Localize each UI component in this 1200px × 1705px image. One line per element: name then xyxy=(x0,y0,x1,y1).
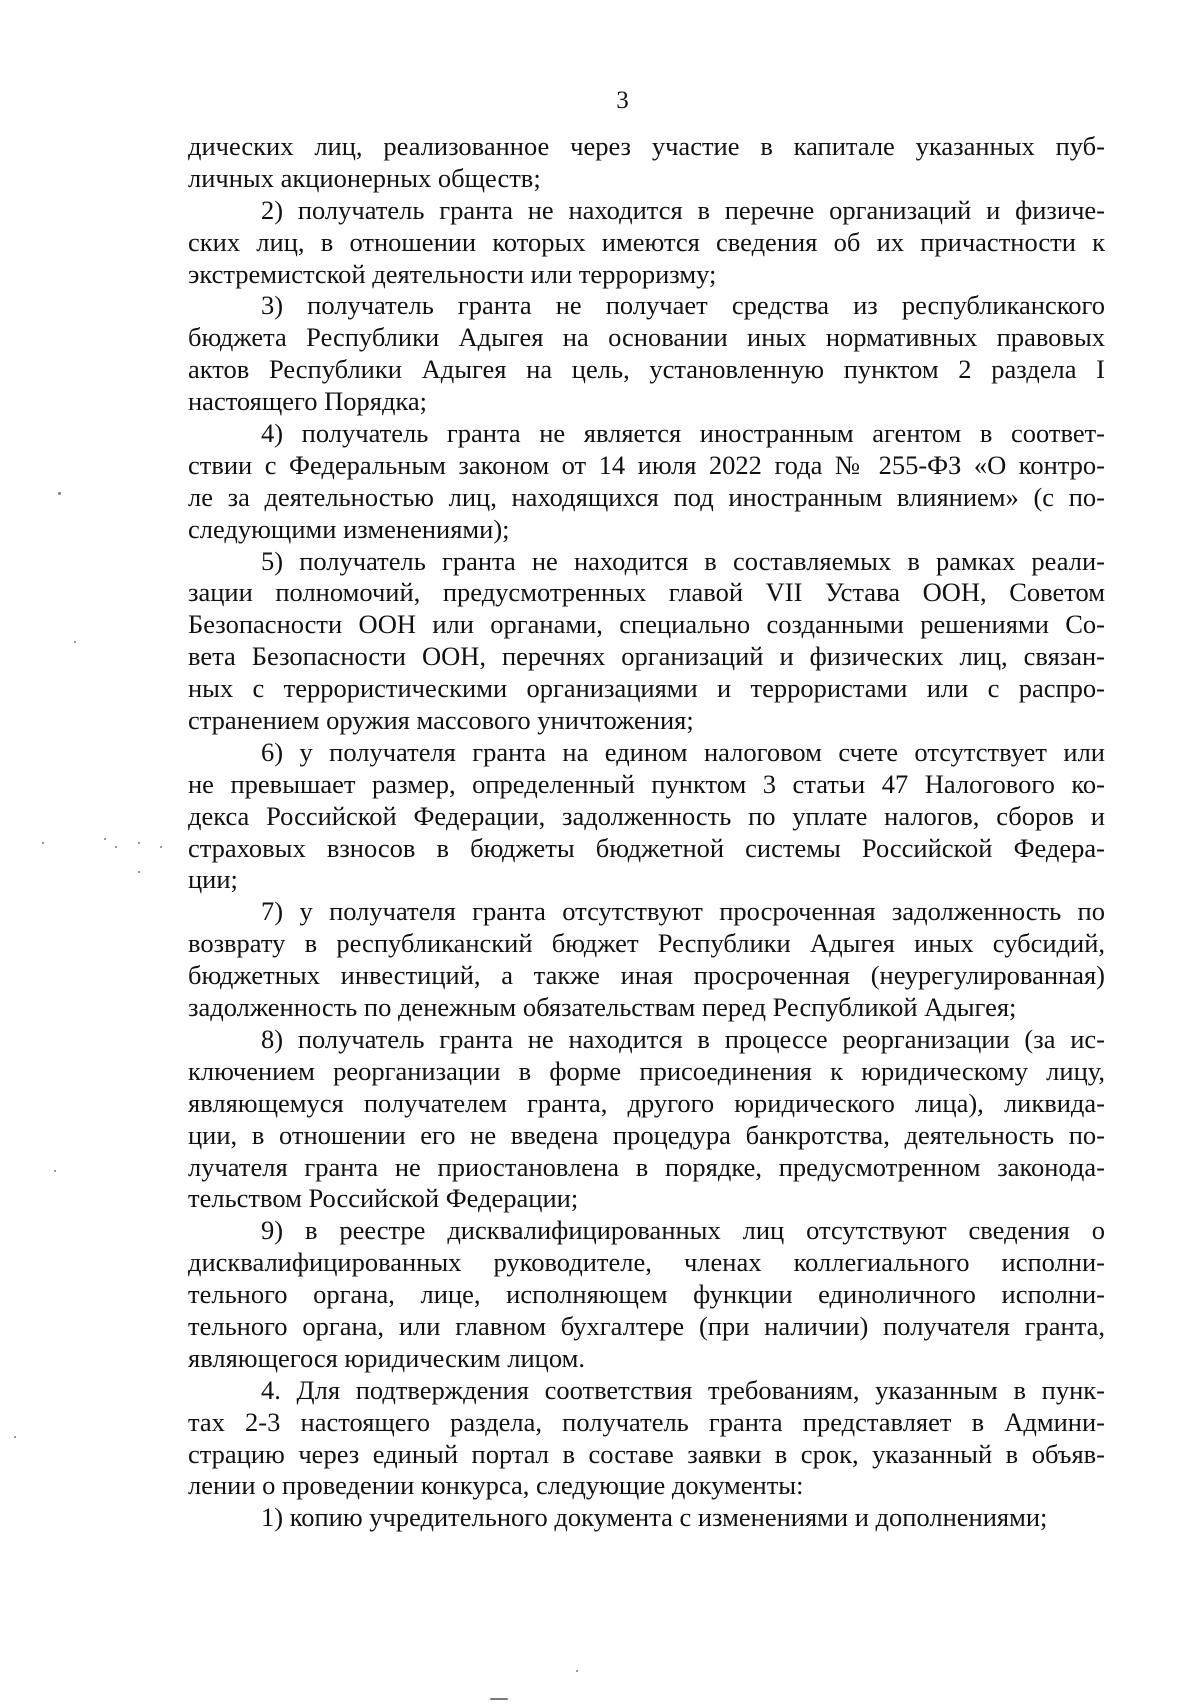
text-line: 2) получатель гранта не находится в перечне организаций и физиче- xyxy=(261,194,1105,225)
text-line: тельного органа, или главном бухгалтере (при наличии) получателя гранта, xyxy=(188,1310,1105,1341)
scan-speck xyxy=(115,846,117,848)
text-line: ствии с Федеральным законом от 14 июля 2022 года № 255-ФЗ «О контро- xyxy=(188,449,1105,480)
page-number: 3 xyxy=(616,87,629,114)
text-line: странением оружия массового уничтожения; xyxy=(188,705,694,736)
text-line: ключением реорганизации в форме присоединения к юридическому лицу, xyxy=(188,1055,1105,1086)
text-line: не превышает размер, определенный пунктом 3 статьи 47 Налогового ко- xyxy=(188,768,1105,799)
scan-speck xyxy=(74,641,76,643)
text-line: являющегося юридическим лицом. xyxy=(188,1342,586,1373)
text-line: 5) получатель гранта не находится в составляемых в рамках реали- xyxy=(261,545,1105,576)
scan-speck xyxy=(138,842,140,844)
text-line: 8) получатель гранта не находится в процессе реорганизации (за ис- xyxy=(261,1023,1105,1054)
scan-speck xyxy=(104,838,106,840)
scan-speck xyxy=(160,846,162,848)
text-line: настоящего Порядка; xyxy=(188,386,428,417)
scan-speck xyxy=(576,1670,578,1672)
scan-speck xyxy=(490,1698,508,1700)
text-line: 6) у получателя гранта на едином налоговом счете отсутствует или xyxy=(261,736,1105,767)
text-line: являющемуся получателем гранта, другого юридического лица), ликвида- xyxy=(188,1087,1105,1118)
text-line: дических лиц, реализованное через участие в капитале указанных пуб- xyxy=(188,131,1105,161)
text-line: личных акционерных обществ; xyxy=(188,162,541,193)
text-line: Безопасности ООН или органами, специально созданными решениями Со- xyxy=(188,609,1105,640)
text-line: тельного органа, лице, исполняющем функции единоличного исполни- xyxy=(188,1279,1105,1310)
text-line: возврату в республиканский бюджет Республики Адыгея иных субсидий, xyxy=(188,928,1105,959)
text-line: актов Республики Адыгея на цель, установленную пунктом 2 раздела I xyxy=(188,354,1105,385)
text-line: ных с террористическими организациями и террористами или с распро- xyxy=(188,673,1105,704)
text-line: вета Безопасности ООН, перечнях организаций и физических лиц, связан- xyxy=(188,641,1105,672)
scan-speck xyxy=(138,871,140,873)
text-line: лучателя гранта не приостановлена в порядке, предусмотренном законода- xyxy=(188,1151,1105,1182)
text-line: следующими изменениями); xyxy=(188,513,510,544)
text-line: 7) у получателя гранта отсутствуют просроченная задолженность по xyxy=(261,896,1105,927)
text-line: тах 2-3 настоящего раздела, получатель гранта представляет в Админи- xyxy=(188,1406,1105,1437)
text-line: дисквалифицированных руководителе, членах коллегиального исполни- xyxy=(188,1247,1105,1278)
text-line: 4. Для подтверждения соответствия требованиям, указанным в пунк- xyxy=(261,1374,1105,1405)
text-line: зации полномочий, предусмотренных главой VII Устава ООН, Советом xyxy=(188,577,1105,608)
scan-speck xyxy=(54,1170,56,1172)
text-line: страцию через единый портал в составе заявки в срок, указанный в объяв- xyxy=(188,1438,1105,1469)
scan-speck xyxy=(42,842,44,844)
text-line: 9) в реестре дисквалифицированных лиц отсутствуют сведения о xyxy=(261,1215,1105,1246)
text-line: 1) копию учредительного документа с изменениями и дополнениями; xyxy=(261,1502,1048,1533)
text-line: задолженность по денежным обязательствам перед Республикой Адыгея; xyxy=(188,992,1017,1023)
scan-speck xyxy=(14,1436,16,1438)
scan-speck xyxy=(58,492,61,495)
text-line: ции, в отношении его не введена процедура банкротства, деятельность по- xyxy=(188,1119,1105,1150)
text-line: страховых взносов в бюджеты бюджетной системы Российской Федера- xyxy=(188,832,1105,863)
text-line: ских лиц, в отношении которых имеются сведения об их причастности к xyxy=(188,226,1105,257)
text-line: бюджетных инвестиций, а также иная просроченная (неурегулированная) xyxy=(188,960,1105,991)
text-line: экстремистской деятельности или терроризму; xyxy=(188,258,717,289)
text-line: тельством Российской Федерации; xyxy=(188,1183,579,1214)
text-line: бюджета Республики Адыгея на основании иных нормативных правовых xyxy=(188,322,1105,353)
text-line: ции; xyxy=(188,864,238,895)
document-body xyxy=(188,131,1105,1534)
text-line: лении о проведении конкурса, следующие документы: xyxy=(188,1470,804,1501)
text-line: декса Российской Федерации, задолженность по уплате налогов, сборов и xyxy=(188,800,1105,831)
text-line: 4) получатель гранта не является иностранным агентом в соответ- xyxy=(261,418,1105,449)
text-line: 3) получатель гранта не получает средства из республиканского xyxy=(261,290,1105,321)
text-line: ле за деятельностью лиц, находящихся под иностранным влиянием» (с по- xyxy=(188,481,1105,512)
